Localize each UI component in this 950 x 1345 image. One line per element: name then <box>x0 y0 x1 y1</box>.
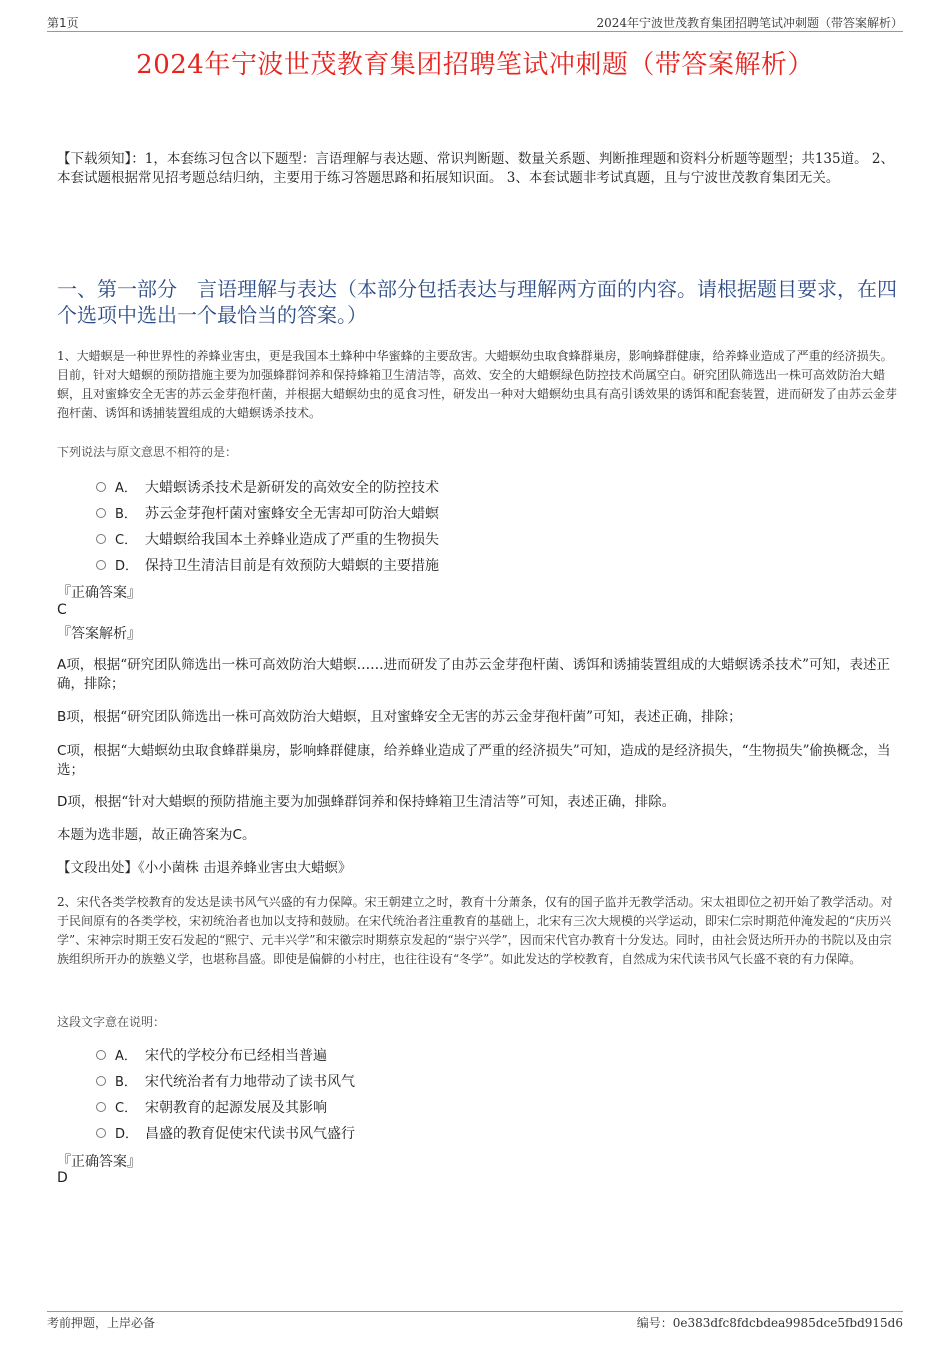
q1-conclusion: 本题为选非题，故正确答案为C。 <box>57 827 256 843</box>
q2-answer-label: 『正确答案』 <box>57 1154 141 1170</box>
radio-icon[interactable] <box>96 482 106 492</box>
q2-option-a[interactable]: A． 宋代的学校分布已经相当普遍 <box>96 1045 327 1065</box>
section-title: 一、第一部分 言语理解与表达（本部分包括表达与理解两方面的内容。请根据题目要求，在四个选项中选出一个最恰当的答案。） <box>57 277 897 327</box>
q1-analysis-c: C项，根据“大蜡螟幼虫取食蜂群巢房，影响蜂群健康，给养蜂业造成了严重的经济损失”可知，造成的是经济损失，“生物损失”偷换概念，当选； <box>57 743 891 778</box>
q1-option-a[interactable]: A． 大蜡螟诱杀技术是新研发的高效安全的防控技术 <box>96 477 439 497</box>
q2-answer: D <box>57 1170 68 1186</box>
q1-option-d[interactable]: D． 保持卫生清洁目前是有效预防大蜡螟的主要措施 <box>96 555 439 575</box>
document-title: 2024年宁波世茂教育集团招聘笔试冲刺题（带答案解析） <box>136 50 814 80</box>
q1-analysis-d: D项，根据“针对大蜡螟的预防措施主要为加强蜂群饲养和保持蜂箱卫生清洁等”可知，表述正确，排除。 <box>57 794 676 810</box>
q1-analysis-b: B项，根据“研究团队筛选出一株可高效防治大蜡螟，且对蜜蜂安全无害的苏云金芽孢杆菌”可知，表述正确，排除； <box>57 709 742 725</box>
radio-icon[interactable] <box>96 1102 106 1112</box>
header-divider <box>47 31 903 32</box>
q1-option-b[interactable]: B． 苏云金芽孢杆菌对蜜蜂安全无害却可防治大蜡螟 <box>96 503 439 523</box>
header-doc-title: 2024年宁波世茂教育集团招聘笔试冲刺题（带答案解析） <box>596 16 903 30</box>
footer-divider <box>47 1311 903 1312</box>
radio-icon[interactable] <box>96 508 106 518</box>
q1-analysis-label: 『答案解析』 <box>57 626 141 642</box>
q1-answer: C <box>57 602 67 618</box>
page-header <box>47 14 903 32</box>
q2-passage: 2、宋代各类学校教育的发达是读书风气兴盛的有力保障。宋王朝建立之时，教育十分萧条，仅有的国子监并无教学活动。宋太祖即位之初开始了教学活动。对于民间原有的各类学校，宋初统治者也加以支持和鼓励。在宋代统治者注重教育的基础上，北宋有三次大规模的兴学运动，即宋仁宗时期范仲淹发起的“庆历兴学”、宋神宗时期王安石发起的“熙宁、元丰兴学”和宋徽宗时期蔡京发起的“崇宁兴学”，因而宋代官办教育十分发达。同时，由社会贤达所开办的书院以及由宗族组织所开办的族塾义学，也堪称昌盛。即使是偏僻的小村庄，也往往设有“冬学”。如此发达的学校教育，自然成为宋代读书风气长盛不衰的有力保障。 <box>57 895 893 966</box>
radio-icon[interactable] <box>96 534 106 544</box>
q2-option-c[interactable]: C． 宋朝教育的起源发展及其影响 <box>96 1097 327 1117</box>
q2-option-d[interactable]: D． 昌盛的教育促使宋代读书风气盛行 <box>96 1123 355 1143</box>
radio-icon[interactable] <box>96 1128 106 1138</box>
q1-option-c[interactable]: C． 大蜡螟给我国本土养蜂业造成了严重的生物损失 <box>96 529 439 549</box>
q2-option-b[interactable]: B． 宋代统治者有力地带动了读书风气 <box>96 1071 355 1091</box>
page-number: 第1页 <box>47 16 79 30</box>
footer-doc-id: 编号：0e383dfc8fdcbdea9985dce5fbd915d6 <box>636 1316 903 1330</box>
radio-icon[interactable] <box>96 560 106 570</box>
q1-analysis-a: A项，根据“研究团队筛选出一株可高效防治大蜡螟……进而研发了由苏云金芽孢杆菌、诱饵和诱捕装置组成的大蜡螟诱杀技术”可知，表述正确，排除； <box>57 657 891 692</box>
radio-icon[interactable] <box>96 1050 106 1060</box>
q1-source: 【文段出处】《小小菌株 击退养蜂业害虫大蜡螟》 <box>57 860 352 876</box>
radio-icon[interactable] <box>96 1076 106 1086</box>
q1-stem: 下列说法与原文意思不相符的是： <box>57 445 238 459</box>
q1-answer-label: 『正确答案』 <box>57 585 141 601</box>
download-notice: 【下载须知】：1，本套练习包含以下题型：言语理解与表达题、常识判断题、数量关系题、判断推理题和资料分析题等题型；共135道。 2、本套试题根据常见招考题总结归纳，主要用于练习答题思路和拓展知识面。 3、本套试题非考试真题，且与宁波世茂教育集团无关。 <box>57 151 894 186</box>
q2-stem: 这段文字意在说明： <box>57 1015 166 1029</box>
q1-passage: 1、大蜡螟是一种世界性的养蜂业害虫，更是我国本土蜂种中华蜜蜂的主要敌害。大蜡螟幼虫取食蜂群巢房，影响蜂群健康，给养蜂业造成了严重的经济损失。目前，针对大蜡螟的预防措施主要为加强蜂群饲养和保持蜂箱卫生清洁等，高效、安全的大蜡螟绿色防控技术尚属空白。研究团队筛选出一株可高效防治大蜡螟，且对蜜蜂安全无害的苏云金芽孢杆菌，并根据大蜡螟幼虫的觅食习性，研发出一种对大蜡螟幼虫具有高引诱效果的诱饵和配套装置，进而研发了由苏云金芽孢杆菌、诱饵和诱捕装置组成的大蜡螟诱杀技术。 <box>57 349 898 420</box>
footer-slogan: 考前押题，上岸必备 <box>47 1316 156 1330</box>
